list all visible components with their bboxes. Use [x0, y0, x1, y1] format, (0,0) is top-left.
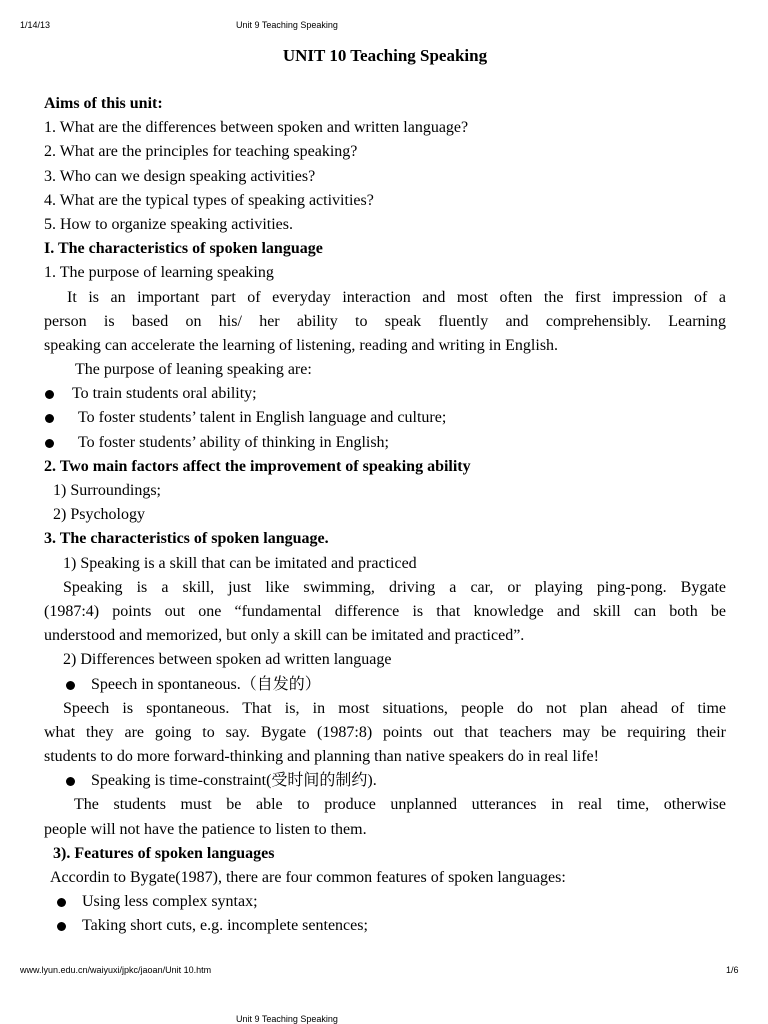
list-item — [44, 431, 726, 455]
list-item-text: Speech in spontaneous.（自发的） — [91, 675, 321, 693]
aim-item: 1. What are the differences between spoken and written language? — [44, 119, 469, 137]
paragraph-line: students to do more forward-thinking and planning than native speakers do in real life! — [44, 748, 599, 766]
paragraph-line: Speaking is a skill, just like swimming, driving a car, or playing ping-pong. Bygate — [63, 578, 726, 596]
factor-item: 1) Surroundings; — [53, 482, 161, 499]
paragraph-line: The students must be able to produce unplanned utterances in real time, otherwise — [74, 796, 726, 814]
paragraph — [44, 576, 726, 649]
paragraph-line: Speech is spontaneous. That is, in most situations, people do not plan ahead of time — [63, 699, 726, 717]
bullet-icon — [66, 681, 75, 690]
paragraph-line: person is based on his/ her ability to speak fluently and comprehensibly. Learning — [44, 312, 726, 330]
paragraph-line: what they are going to say. Bygate (1987:8) points out that teachers may be requiring their — [44, 723, 726, 741]
list-item-text: Taking short cuts, e.g. incomplete sentences; — [82, 917, 368, 935]
factor-item: 2) Psychology — [53, 506, 145, 524]
next-page-title: Unit 9 Teaching Speaking — [236, 1014, 338, 1024]
paragraph-line: It is an important part of everyday interaction and most often the first impression of a — [44, 288, 726, 306]
bullet-icon — [57, 898, 66, 907]
list-item — [44, 673, 726, 697]
document-title: UNIT 10 Teaching Speaking — [282, 46, 488, 65]
list-item — [44, 406, 726, 430]
subheading: 1. The purpose of learning speaking — [44, 264, 274, 282]
list-item — [44, 382, 726, 406]
aim-item: 4. What are the typical types of speaking activities? — [44, 191, 374, 209]
subheading: 3. The characteristics of spoken language. — [44, 530, 329, 548]
print-date: 1/14/13 — [20, 20, 51, 30]
aim-item: 3. Who can we design speaking activities? — [44, 167, 316, 185]
paragraph-line: (1987:4) points out one “fundamental difference is that knowledge and skill can both be — [44, 602, 726, 620]
subheading: 2. Two main factors affect the improvement of speaking ability — [44, 457, 471, 475]
bullet-icon — [45, 390, 54, 399]
paragraph — [44, 286, 726, 359]
section-heading: I. The characteristics of spoken language — [44, 240, 323, 258]
paragraph — [44, 793, 726, 841]
bullet-icon — [57, 922, 66, 931]
list-item-text: To train students oral ability; — [72, 385, 257, 403]
list-item-text: Speaking is time-constraint(受时间的制约). — [91, 772, 377, 790]
list-item-text: To foster students’ ability of thinking in English; — [78, 433, 389, 451]
characteristic-heading: 2) Differences between spoken ad written language — [63, 651, 392, 669]
print-url: www.lyun.edu.cn/waiyuxi/jpkc/jaoan/Unit 10.htm — [20, 965, 212, 975]
aim-item: 5. How to organize speaking activities. — [44, 215, 293, 233]
print-page-title: Unit 9 Teaching Speaking — [236, 20, 338, 30]
purpose-intro: The purpose of leaning speaking are: — [75, 361, 312, 379]
characteristic-heading: 1) Speaking is a skill that can be imitated and practiced — [63, 554, 417, 572]
aim-item: 2. What are the principles for teaching speaking? — [44, 143, 358, 161]
list-item — [44, 890, 726, 914]
paragraph — [44, 697, 726, 770]
paragraph-line: speaking can accelerate the learning of listening, reading and writing in English. — [44, 336, 559, 354]
list-item — [44, 769, 726, 793]
aims-heading: Aims of this unit: — [44, 95, 163, 112]
paragraph-line: people will not have the patience to listen to them. — [44, 820, 367, 838]
features-intro: Accordin to Bygate(1987), there are four common features of spoken languages: — [50, 869, 566, 886]
document-body — [44, 44, 726, 939]
bullet-icon — [66, 777, 75, 786]
bullet-icon — [45, 414, 54, 423]
list-item-text: To foster students’ talent in English language and culture; — [78, 409, 447, 427]
list-item-text: Using less complex syntax; — [82, 893, 258, 911]
subheading: 3). Features of spoken languages — [53, 844, 275, 862]
list-item — [44, 914, 726, 938]
paragraph-line: understood and memorized, but only a skill can be imitated and practiced”. — [44, 627, 525, 645]
page-number: 1/6 — [726, 965, 739, 975]
bullet-icon — [45, 439, 54, 448]
